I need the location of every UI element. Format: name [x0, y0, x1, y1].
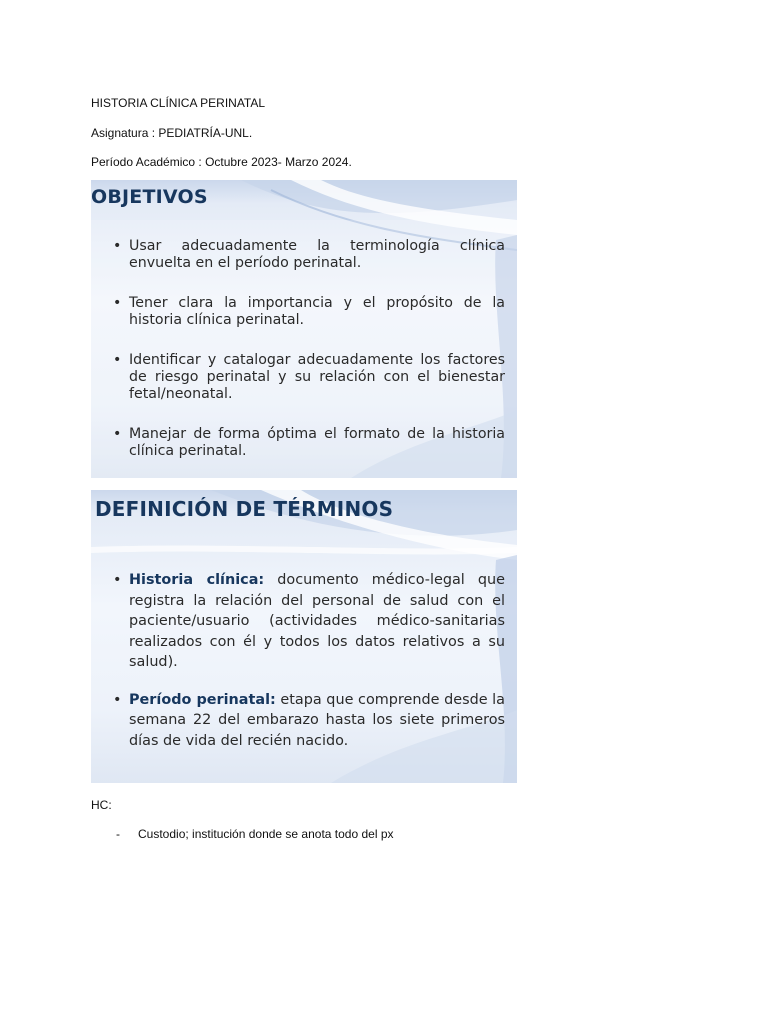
definitions-title: DEFINICIÓN DE TÉRMINOS — [95, 497, 394, 521]
definitions-slide-image — [91, 490, 517, 783]
objective-item: • Tener clara la importancia y el propósito de la historia clínica perinatal. — [113, 295, 505, 328]
definition-item — [113, 690, 505, 752]
definition-term: Historia clínica: — [129, 572, 265, 588]
objective-item: • Manejar de forma óptima el formato de la historia clínica perinatal. — [113, 426, 505, 459]
list-dash-marker: - — [116, 827, 120, 841]
definition-text: documento médico-legal que registra la relación del personal de salud con el paciente/usuario (actividades médico-sanitarias realizados con él y todos los datos relativos a su salud). — [129, 572, 505, 670]
bullet-dot-icon: • — [113, 691, 122, 708]
objectives-slide-image — [91, 180, 517, 478]
bullet-dot-icon: • — [113, 572, 122, 588]
definition-item — [113, 570, 505, 673]
definition-term: Período perinatal: — [129, 691, 276, 708]
subject-line: Asignatura : PEDIATRÍA-UNL. — [91, 126, 253, 140]
definition-text: etapa que comprende desde la semana 22 del embarazo hasta los siete primeros días de vida del recién nacido. — [129, 691, 505, 749]
objectives-list — [113, 238, 505, 478]
notes-list-item — [116, 827, 394, 841]
notes-item-text: Custodio; institución donde se anota todo del px — [138, 827, 394, 841]
bullet-dot-icon: • — [113, 426, 122, 442]
bullet-dot-icon: • — [113, 238, 122, 254]
bullet-dot-icon: • — [113, 295, 122, 311]
objective-item: • Usar adecuadamente la terminología clínica envuelta en el período perinatal. — [113, 238, 505, 271]
objective-item: • Identificar y catalogar adecuadamente los factores de riesgo perinatal y su relación con el bienestar fetal/neonatal. — [113, 352, 505, 402]
bullet-dot-icon: • — [113, 352, 122, 368]
objectives-title: OBJETIVOS — [91, 186, 208, 208]
document-title: HISTORIA CLÍNICA PERINATAL — [91, 96, 266, 110]
academic-period-line: Período Académico : Octubre 2023- Marzo 2024. — [91, 155, 352, 169]
definitions-list — [113, 570, 505, 768]
notes-label: HC: — [91, 798, 112, 812]
